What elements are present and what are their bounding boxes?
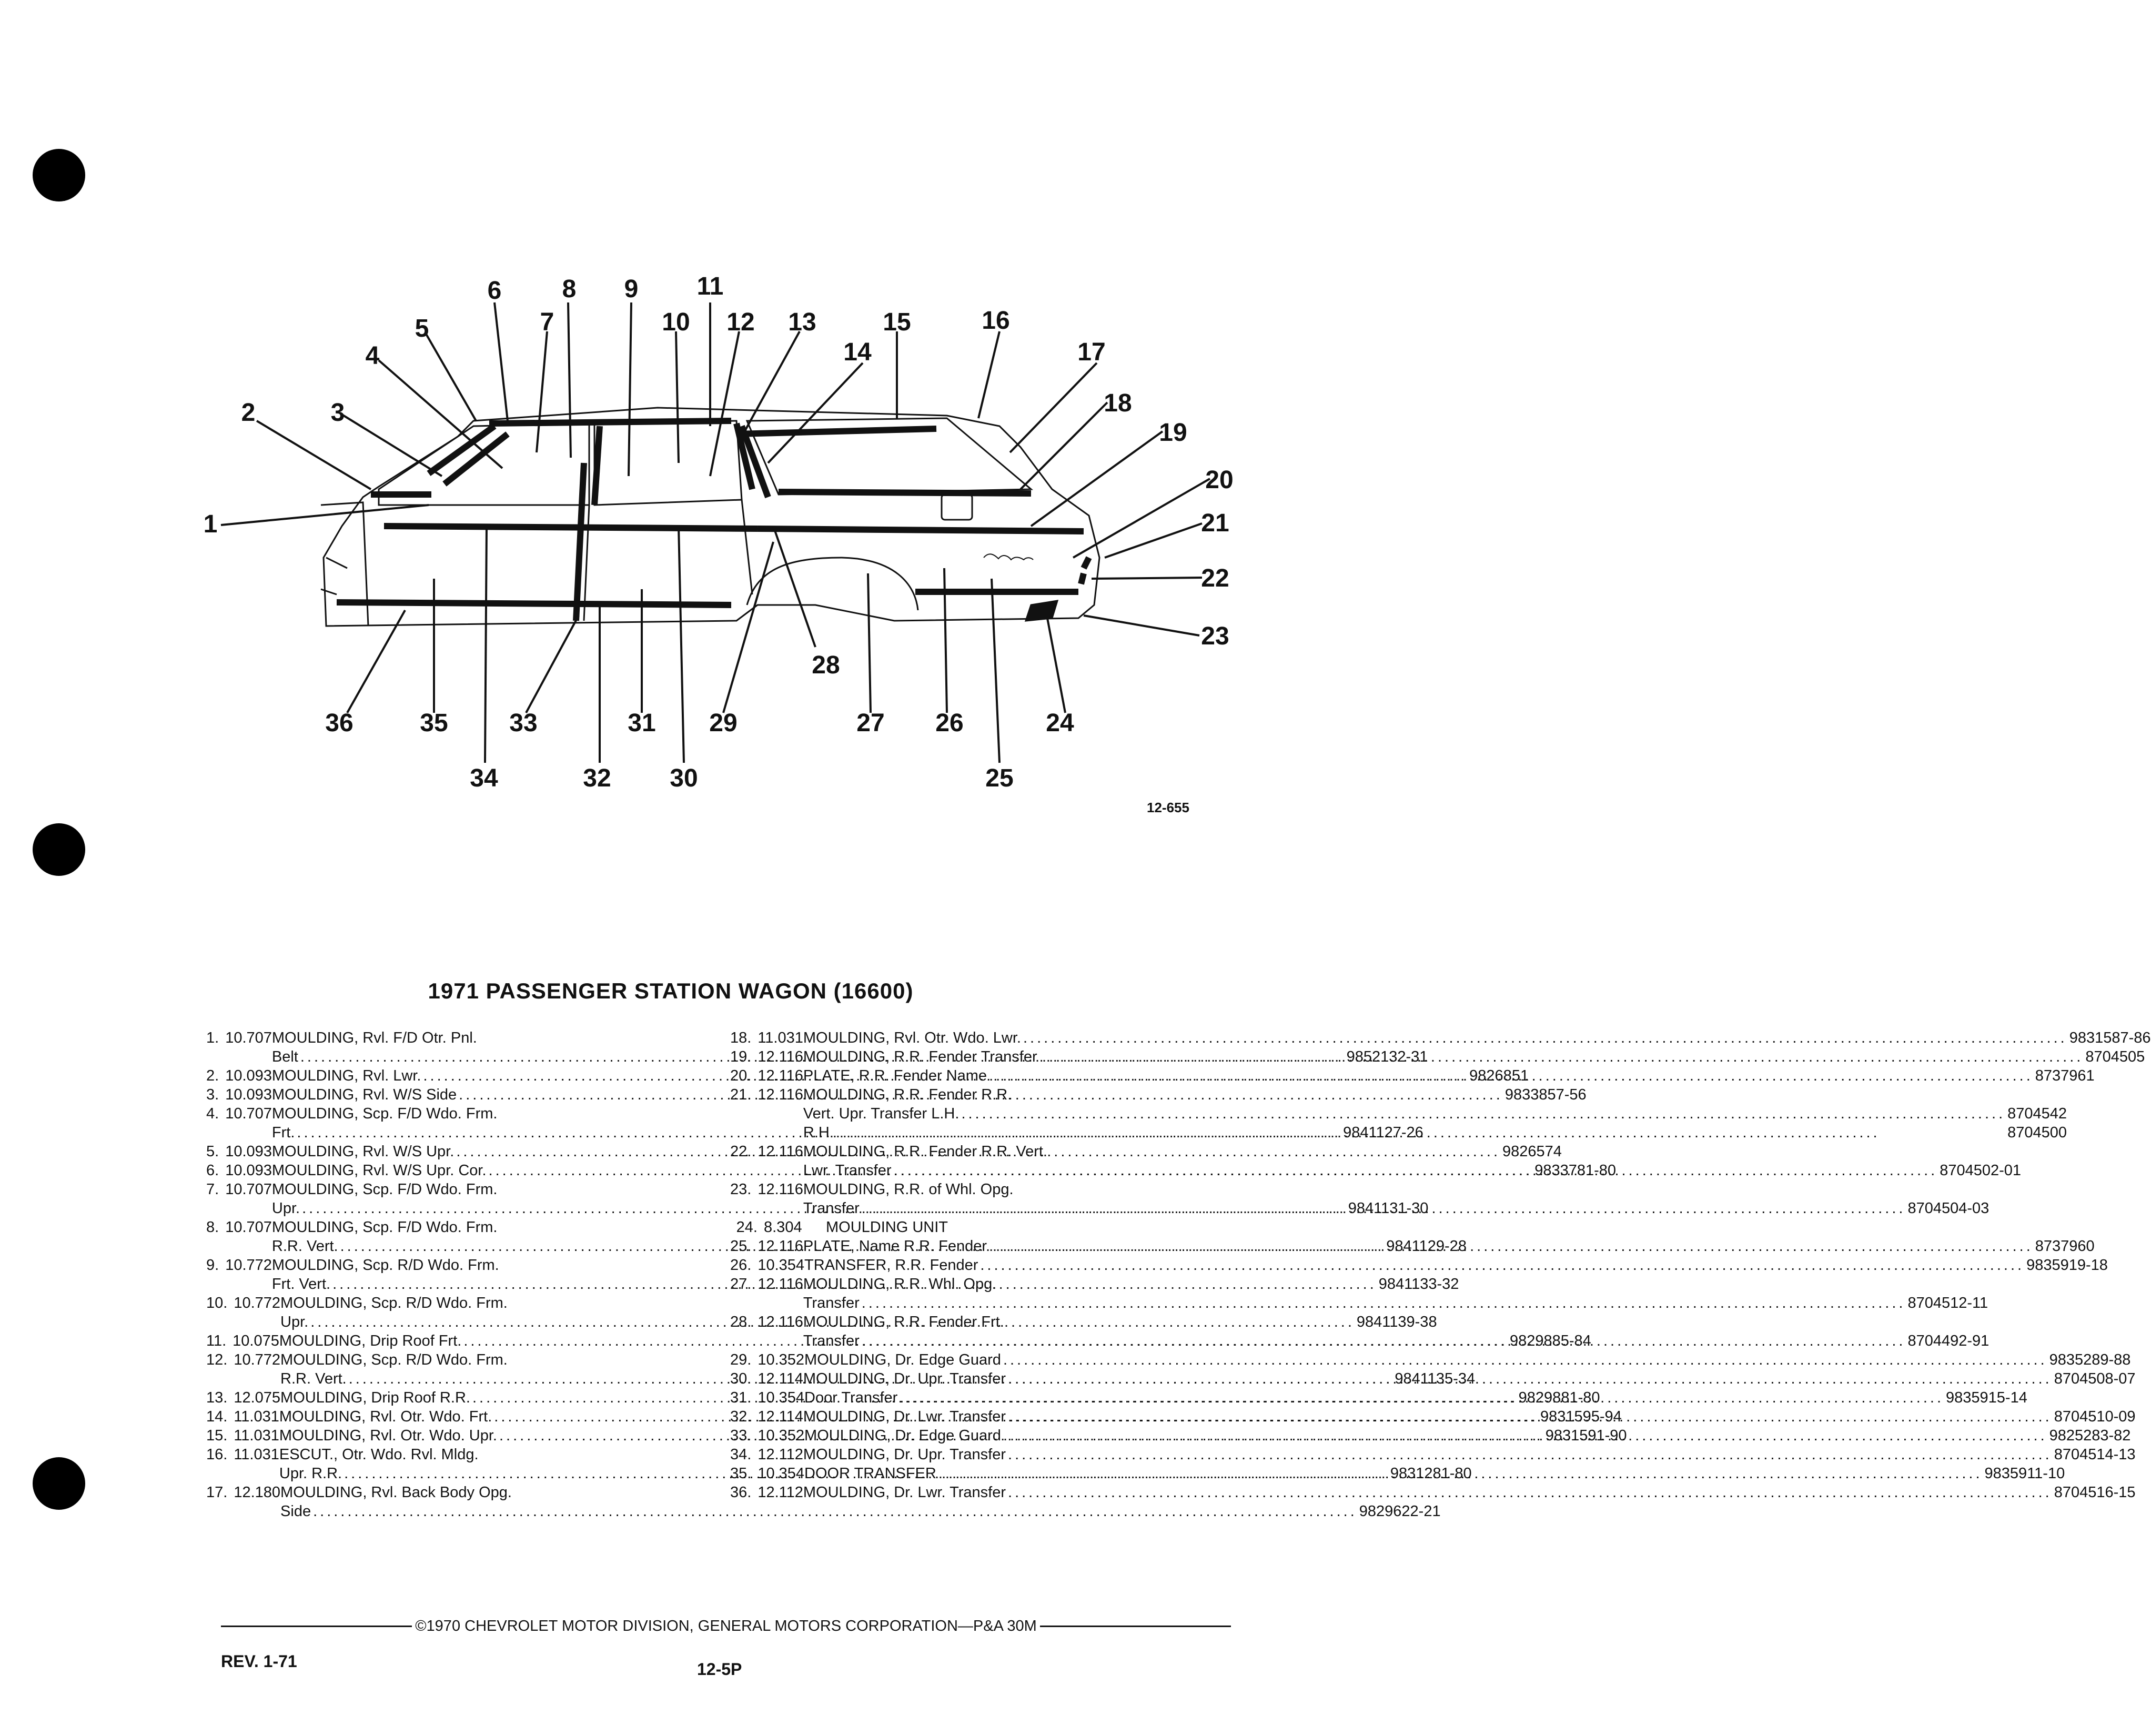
description-line — [803, 1237, 2095, 1256]
description-text: TRANSFER, R.R. Fender — [804, 1257, 978, 1274]
description-text: MOULDING, Scp. R/D Wdo. Frm. — [280, 1295, 508, 1311]
part-number: 9831587-86 — [2069, 1030, 2151, 1046]
description-line — [826, 1218, 1256, 1237]
item-number: 13. — [206, 1389, 228, 1406]
item-number: 27. — [730, 1276, 752, 1293]
parts-list-entry — [730, 1483, 2136, 1502]
description-text: Transfer — [803, 1200, 860, 1217]
group-code: 11.031 — [234, 1446, 279, 1463]
part-number: 8704492-91 — [1907, 1333, 1990, 1349]
parts-list-entry — [730, 1218, 1256, 1237]
description-text: MOULDING, Drip Roof Frt. — [279, 1333, 462, 1349]
callout-32: 32 — [583, 764, 611, 792]
group-code: 10.707 — [225, 1219, 272, 1236]
description-text: Lwr. Transfer — [803, 1162, 892, 1179]
description-line — [803, 1028, 2151, 1047]
part-number: 9826851 — [1469, 1067, 1529, 1084]
part-number: 9841127-26 — [1343, 1124, 1423, 1141]
page-number: 12-5P — [697, 1660, 742, 1679]
description-line — [803, 1369, 2136, 1388]
description-line — [804, 1426, 2130, 1445]
item-description — [804, 1256, 2108, 1275]
description-text: MOULDING, Dr. Upr. Transfer — [803, 1446, 1006, 1463]
dot-leader — [978, 1256, 2026, 1275]
callout-17: 17 — [1077, 338, 1106, 366]
item-description — [803, 1180, 1989, 1218]
description-line — [803, 1104, 2067, 1123]
group-code: 8.304 — [764, 1219, 802, 1236]
part-number: 9835919-18 — [2026, 1257, 2108, 1274]
item-description — [803, 1085, 2067, 1142]
part-number: 9835915-14 — [1946, 1389, 2027, 1406]
callout-13: 13 — [788, 308, 816, 336]
description-line — [804, 1388, 2027, 1407]
item-number: 9. — [206, 1257, 219, 1274]
copyright-footer — [221, 1618, 1231, 1635]
parts-list-entry — [730, 1028, 2151, 1047]
parts-list-entry — [730, 1350, 2131, 1369]
item-number: 31. — [730, 1389, 752, 1406]
item-description — [803, 1142, 2021, 1180]
dot-leader — [987, 1237, 2035, 1256]
callout-22: 22 — [1201, 564, 1229, 592]
group-code: 12.116 — [758, 1276, 803, 1293]
dot-leader — [860, 1331, 1908, 1350]
description-line — [803, 1142, 2021, 1161]
callout-5: 5 — [415, 315, 429, 342]
description-line — [803, 1199, 1989, 1218]
item-description — [804, 1388, 2027, 1407]
dot-leader — [834, 1123, 2007, 1142]
group-code: 10.352 — [758, 1427, 805, 1444]
description-line — [803, 1313, 1989, 1331]
group-code: 10.707 — [225, 1105, 272, 1122]
parts-list-entry — [730, 1256, 2108, 1275]
group-code: 10.772 — [234, 1295, 281, 1311]
callout-9: 9 — [624, 275, 639, 303]
group-code: 12.112 — [758, 1484, 803, 1501]
description-text: R.R. Vert. — [271, 1238, 338, 1255]
item-description — [803, 1028, 2151, 1047]
part-number: 8704502-01 — [1940, 1162, 2022, 1179]
part-number: 9829885-84 — [1510, 1333, 1591, 1349]
item-number: 1. — [206, 1030, 219, 1046]
group-code: 10.093 — [225, 1162, 272, 1179]
dot-leader — [892, 1161, 1940, 1180]
callout-21: 21 — [1201, 509, 1229, 537]
description-line — [803, 1407, 2136, 1426]
callout-10: 10 — [662, 308, 690, 336]
group-code: 12.116 — [758, 1086, 803, 1103]
item-number: 22. — [730, 1143, 752, 1160]
callout-4: 4 — [365, 342, 380, 370]
moulding-strips — [337, 421, 1089, 621]
item-description — [803, 1275, 1988, 1313]
item-number: 20. — [730, 1067, 752, 1084]
callout-20: 20 — [1205, 466, 1234, 494]
description-text: MOULDING, Rvl. Otr. Wdo. Upr. — [279, 1427, 497, 1444]
item-number: 28. — [730, 1314, 752, 1330]
description-text: MOULDING, Dr. Edge Guard — [804, 1427, 1001, 1444]
description-line — [804, 1256, 2108, 1275]
group-code: 12.116 — [758, 1067, 803, 1084]
item-description — [803, 1066, 2095, 1085]
description-text: MOULDING, Drip Roof R.R. — [280, 1389, 470, 1406]
item-description — [803, 1483, 2136, 1502]
callout-11: 11 — [696, 272, 724, 300]
item-number: 2. — [206, 1067, 219, 1084]
part-number: 9841139-38 — [1356, 1314, 1437, 1330]
group-code: 10.354 — [758, 1465, 805, 1482]
description-text: MOULDING, Rvl. Lwr. — [271, 1067, 421, 1084]
description-text: MOULDING, Dr. Lwr. Transfer — [803, 1484, 1006, 1501]
copyright-text: ©1970 CHEVROLET MOTOR DIVISION, GENERAL MOTORS CORPORATION—P&A 30M — [415, 1618, 1037, 1634]
part-number: 9829622-21 — [1359, 1503, 1441, 1520]
description-line — [280, 1502, 1441, 1521]
station-wagon-moulding-diagram — [0, 0, 1341, 842]
group-code: 11.031 — [758, 1030, 803, 1046]
item-number: 6. — [206, 1162, 219, 1179]
dot-leader — [1006, 1445, 2054, 1464]
description-text: MOULDING, Scp. R/D Wdo. Frm. — [280, 1351, 508, 1368]
figure-number: 12-655 — [1147, 800, 1189, 815]
dot-leader — [936, 1464, 1985, 1483]
item-number: 24. — [736, 1219, 758, 1236]
part-number: 8704500 — [2007, 1124, 2067, 1141]
description-line — [803, 1294, 1988, 1313]
description-text: Upr. R.R. — [279, 1465, 342, 1482]
part-number: 9825283-82 — [2049, 1427, 2131, 1444]
group-code: 10.093 — [225, 1086, 272, 1103]
revision-label: REV. 1-71 — [221, 1652, 297, 1671]
part-number: 9835289-88 — [2049, 1351, 2131, 1368]
description-text: MOULDING, R.R. Fender R.R. — [803, 1086, 1012, 1103]
item-number: 5. — [206, 1143, 219, 1160]
group-code: 10.772 — [225, 1257, 272, 1274]
callout-26: 26 — [935, 709, 964, 737]
group-code: 10.772 — [234, 1351, 281, 1368]
dot-leader — [1001, 1426, 2049, 1445]
callout-25: 25 — [985, 764, 1014, 792]
dot-leader — [959, 1104, 2007, 1123]
part-number: 8737961 — [2035, 1067, 2095, 1084]
item-number: 11. — [206, 1333, 227, 1349]
description-line — [803, 1483, 2136, 1502]
callout-31: 31 — [628, 709, 656, 737]
description-text: Transfer — [803, 1295, 860, 1311]
part-number: 9826574 — [1502, 1143, 1562, 1160]
part-number: 8704514-13 — [2054, 1446, 2136, 1463]
item-description — [804, 1464, 2065, 1483]
item-number: 8. — [206, 1219, 219, 1236]
callout-34: 34 — [470, 764, 498, 792]
item-description — [803, 1047, 2145, 1066]
dot-leader — [1006, 1369, 2054, 1388]
item-number: 3. — [206, 1086, 219, 1103]
description-line — [803, 1123, 2067, 1142]
description-text: MOULDING UNIT — [826, 1219, 948, 1236]
item-number: 35. — [730, 1465, 752, 1482]
description-text: MOULDING, Scp. F/D Wdo. Frm. — [271, 1219, 498, 1236]
item-number: 19. — [730, 1048, 752, 1065]
group-code: 12.114 — [758, 1370, 803, 1387]
part-number: 9841133-32 — [1378, 1276, 1459, 1293]
description-text: Door Transfer — [804, 1389, 898, 1406]
item-number: 36. — [730, 1484, 752, 1501]
description-text: MOULDING, R.R. of Whl. Opg. — [803, 1181, 1014, 1198]
part-number: 9831591-90 — [1545, 1427, 1627, 1444]
item-description — [803, 1445, 2136, 1464]
description-text: MOULDING, R.R. Fender R.R. Vert. — [803, 1143, 1047, 1160]
part-number: 8737960 — [2035, 1238, 2095, 1255]
callout-36: 36 — [325, 709, 354, 737]
part-number: 9833857-56 — [1504, 1086, 1587, 1103]
description-line — [803, 1445, 2136, 1464]
part-number: 9841135-34 — [1395, 1370, 1476, 1387]
description-line — [804, 1464, 2065, 1483]
part-number: 9841129-28 — [1386, 1238, 1467, 1255]
description-text: MOULDING, Rvl. W/S Upr. Cor. — [271, 1162, 487, 1179]
callout-29: 29 — [709, 709, 738, 737]
callout-35: 35 — [420, 709, 448, 737]
item-description — [804, 1426, 2130, 1445]
description-line — [803, 1275, 1988, 1294]
description-text: MOULDING, R.R. Whl. Opg. — [803, 1276, 997, 1293]
item-number: 16. — [206, 1446, 228, 1463]
item-description — [803, 1237, 2095, 1256]
description-text: MOULDING, Rvl. Back Body Opg. — [280, 1484, 512, 1501]
item-description — [803, 1313, 1989, 1350]
description-text: MOULDING, Rvl. Otr. Wdo. Frt. — [279, 1408, 492, 1425]
group-code: 10.075 — [233, 1333, 279, 1349]
part-number: 9835911-10 — [1984, 1465, 2065, 1482]
part-number: 8704510-09 — [2054, 1408, 2136, 1425]
dot-leader — [860, 1294, 1908, 1313]
description-line — [803, 1066, 2095, 1085]
description-text: Belt — [271, 1048, 298, 1065]
dot-leader — [1037, 1047, 2086, 1066]
callout-3: 3 — [330, 399, 345, 427]
description-text: ESCUT., Otr. Wdo. Rvl. Mldg. — [279, 1446, 479, 1463]
item-description — [804, 1350, 2130, 1369]
description-text: MOULDING, Scp. F/D Wdo. Frm. — [271, 1181, 498, 1198]
item-number: 18. — [730, 1030, 752, 1046]
callout-14: 14 — [843, 338, 872, 366]
description-line — [803, 1085, 2067, 1104]
callout-33: 33 — [509, 709, 538, 737]
item-number: 15. — [206, 1427, 228, 1444]
item-number: 23. — [730, 1181, 752, 1198]
group-code: 10.354 — [758, 1257, 805, 1274]
dot-leader — [1001, 1350, 2049, 1369]
item-number: 25. — [730, 1238, 752, 1255]
group-code: 12.075 — [234, 1389, 281, 1406]
footer-rule-left — [221, 1626, 412, 1627]
description-text: MOULDING, R.R. Fender Frt. — [803, 1314, 1004, 1330]
dot-leader — [1021, 1028, 2069, 1047]
part-number: 8704542 — [2007, 1105, 2067, 1122]
callout-23: 23 — [1201, 622, 1229, 650]
callout-15: 15 — [883, 308, 911, 336]
dot-leader — [1006, 1407, 2054, 1426]
group-code: 11.031 — [234, 1427, 279, 1444]
callout-7: 7 — [540, 308, 554, 336]
description-text: Side — [280, 1503, 311, 1520]
part-number: 9833781-80 — [1534, 1162, 1617, 1179]
callout-18: 18 — [1104, 389, 1132, 417]
item-number: 7. — [206, 1181, 219, 1198]
callout-16: 16 — [982, 307, 1010, 335]
description-text: MOULDING, R.R. Fender Transfer — [803, 1048, 1037, 1065]
group-code: 10.352 — [758, 1351, 805, 1368]
callout-24: 24 — [1046, 709, 1074, 737]
description-text: PLATE, Name R.R. Fender — [803, 1238, 987, 1255]
part-number: 8704512-11 — [1907, 1295, 1988, 1311]
description-text: MOULDING, Dr. Upr. Transfer — [803, 1370, 1006, 1387]
item-number: 26. — [730, 1257, 752, 1274]
group-code: 10.354 — [758, 1389, 805, 1406]
dot-leader — [897, 1388, 1946, 1407]
item-number: 33. — [730, 1427, 752, 1444]
footer-rule-right — [1040, 1626, 1231, 1627]
group-code: 12.116 — [758, 1181, 803, 1198]
callout-8: 8 — [562, 275, 577, 303]
group-code: 12.116 — [758, 1143, 803, 1160]
part-number: 8704508-07 — [2054, 1370, 2136, 1387]
description-text: MOULDING, Dr. Lwr. Transfer — [803, 1408, 1006, 1425]
callout-2: 2 — [241, 399, 256, 427]
description-line — [803, 1161, 2021, 1180]
item-description — [803, 1369, 2136, 1388]
callout-12: 12 — [726, 308, 755, 336]
description-text: Upr. — [280, 1314, 309, 1330]
item-number: 17. — [206, 1484, 228, 1501]
group-code: 12.116 — [758, 1048, 803, 1065]
dot-leader — [1006, 1483, 2054, 1502]
callout-27: 27 — [856, 709, 885, 737]
item-number: 12. — [206, 1351, 228, 1368]
description-line — [804, 1350, 2130, 1369]
callout-1: 1 — [203, 510, 218, 538]
description-text: MOULDING, Rvl. Otr. Wdo. Lwr. — [803, 1030, 1021, 1046]
part-number: 9841131-30 — [1348, 1200, 1429, 1217]
group-code: 12.116 — [758, 1314, 803, 1330]
item-number: 34. — [730, 1446, 752, 1463]
description-line — [803, 1047, 2145, 1066]
binder-hole-bottom — [33, 1457, 85, 1510]
callout-6: 6 — [487, 277, 502, 305]
description-text: R.H. — [803, 1124, 834, 1141]
group-code: 10.707 — [225, 1030, 272, 1046]
description-text: R.R. Vert. — [280, 1370, 347, 1387]
dot-leader — [860, 1199, 1908, 1218]
item-description — [803, 1407, 2136, 1426]
dot-leader — [311, 1502, 1359, 1521]
description-text: MOULDING, Scp. F/D Wdo. Frm. — [271, 1105, 498, 1122]
group-code: 10.093 — [225, 1143, 272, 1160]
group-code: 10.707 — [225, 1181, 272, 1198]
description-text: MOULDING, Rvl. W/S Side — [271, 1086, 457, 1103]
description-line — [803, 1180, 1989, 1199]
part-number: 9831595-94 — [1540, 1408, 1622, 1425]
parts-list-entry — [730, 1445, 2136, 1464]
item-number: 30. — [730, 1370, 752, 1387]
group-code: 12.112 — [758, 1446, 803, 1463]
callout-19: 19 — [1159, 419, 1187, 447]
part-number: 8704516-15 — [2054, 1484, 2136, 1501]
part-number: 9852132-31 — [1346, 1048, 1428, 1065]
callout-28: 28 — [812, 651, 840, 679]
part-number: 9829881-80 — [1518, 1389, 1600, 1406]
page-title: 1971 PASSENGER STATION WAGON (16600) — [428, 978, 914, 1003]
description-text: MOULDING, Scp. R/D Wdo. Frm. — [271, 1257, 499, 1274]
description-text: MOULDING, Rvl. W/S Upr. — [271, 1143, 455, 1160]
description-text: Transfer — [803, 1333, 860, 1349]
description-line — [803, 1331, 1989, 1350]
description-text: PLATE, R.R. Fender Name — [803, 1067, 987, 1084]
item-number: 32. — [730, 1408, 752, 1425]
part-number: 8704505 — [2085, 1048, 2145, 1065]
description-text: DOOR TRANSFER — [804, 1465, 936, 1482]
part-number: 9831281-80 — [1390, 1465, 1472, 1482]
item-number: 10. — [206, 1295, 228, 1311]
item-description — [826, 1218, 1256, 1237]
description-text: Frt. Vert. — [271, 1276, 331, 1293]
group-code: 10.093 — [225, 1067, 272, 1084]
item-number: 4. — [206, 1105, 219, 1122]
description-text: MOULDING, Dr. Edge Guard — [804, 1351, 1001, 1368]
group-code: 12.116 — [758, 1238, 803, 1255]
description-text: MOULDING, Rvl. F/D Otr. Pnl. — [271, 1030, 477, 1046]
dot-leader — [987, 1066, 2035, 1085]
part-number: 8704504-03 — [1907, 1200, 1990, 1217]
item-number: 29. — [730, 1351, 752, 1368]
description-text: Vert. Upr. Transfer L.H. — [803, 1105, 960, 1122]
description-text: Upr. — [271, 1200, 300, 1217]
group-code: 11.031 — [234, 1408, 279, 1425]
description-text: Frt. — [271, 1124, 295, 1141]
group-code: 12.114 — [758, 1408, 803, 1425]
item-number: 21. — [730, 1086, 752, 1103]
item-number: 14. — [206, 1408, 228, 1425]
group-code: 12.180 — [234, 1484, 281, 1501]
callout-30: 30 — [670, 764, 698, 792]
